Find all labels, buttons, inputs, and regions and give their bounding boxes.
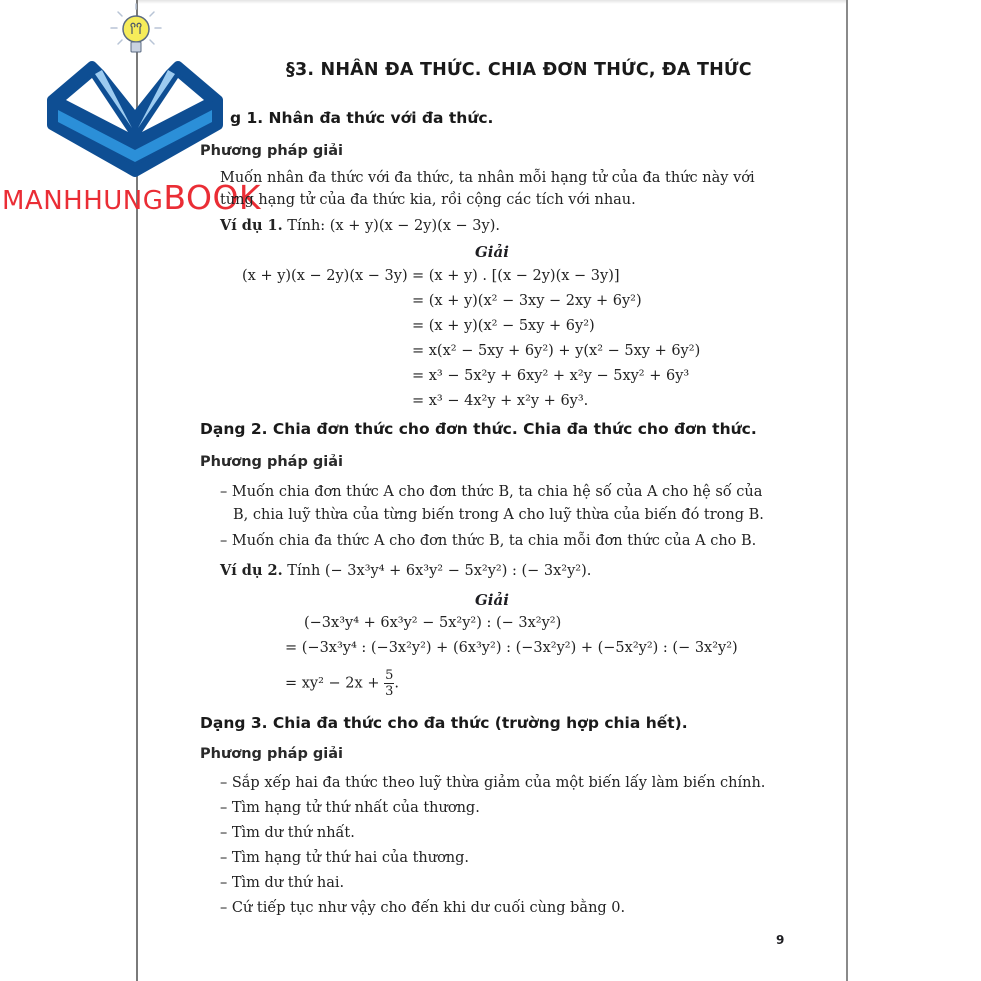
section2-heading: Dạng 2. Chia đơn thức cho đơn thức. Chia đa thức cho đơn thức.: [200, 420, 757, 438]
open-book-icon: [52, 66, 218, 172]
section1-example: [220, 217, 500, 234]
section3-bullet: – Tìm hạng tử thứ nhất của thương.: [220, 800, 480, 816]
section1-method-line-2: từng hạng tử của đa thức kia, rồi cộng các tích với nhau.: [220, 192, 636, 208]
solution-line-final: [285, 668, 399, 699]
brand-name-part2: BOOK: [163, 178, 262, 217]
solution-step: = x³ − 5x²y + 6xy² + x²y − 5xy² + 6y³: [412, 368, 690, 384]
example-text: Tính (− 3x³y⁴ + 6x³y² − 5x²y²) : (− 3x²y²).: [287, 563, 592, 579]
solution-step: = (x + y)(x² − 3xy − 2xy + 6y²): [412, 293, 642, 309]
solution-step: = x³ − 4x²y + x²y + 6y³.: [412, 393, 589, 409]
section3-heading: Dạng 3. Chia đa thức cho đa thức (trường hợp chia hết).: [200, 714, 688, 732]
section1-method-label: Phương pháp giải: [200, 143, 344, 159]
section1-heading: g 1. Nhân đa thức với đa thức.: [230, 109, 494, 127]
example-text: Tính: (x + y)(x − 2y)(x − 3y).: [287, 218, 500, 234]
section2-bullet-2: – Muốn chia đa thức A cho đơn thức B, ta chia mỗi đơn thức của A cho B.: [220, 533, 757, 549]
solution-lhs: (x + y)(x − 2y)(x − 3y): [242, 268, 408, 284]
solution-step: = (x + y) . [(x − 2y)(x − 3y)]: [412, 268, 620, 284]
page-title: §3. NHÂN ĐA THỨC. CHIA ĐƠN THỨC, ĐA THỨC: [286, 60, 752, 80]
section3-bullet: – Sắp xếp hai đa thức theo luỹ thừa giảm của một biến lấy làm biến chính.: [220, 775, 766, 791]
section2-example: [220, 562, 591, 579]
section1-solution-label: Giải: [475, 243, 509, 261]
section1-method-line-1: Muốn nhân đa thức với đa thức, ta nhân mỗi hạng tử của đa thức này với: [220, 170, 755, 186]
fraction: [384, 668, 394, 699]
section2-bullet-1: – Muốn chia đơn thức A cho đơn thức B, ta chia hệ số của A cho hệ số của: [220, 484, 763, 500]
solution-line: = (−3x³y⁴ : (−3x²y²) + (6x³y²) : (−3x²y²) + (−5x²y²) : (− 3x²y²): [285, 640, 738, 656]
example-label: Ví dụ 1.: [220, 217, 283, 234]
lightbulb-icon: [111, 4, 161, 52]
section3-bullet: – Tìm dư thứ hai.: [220, 875, 345, 891]
solution-step: = (x + y)(x² − 5xy + 6y²): [412, 318, 595, 334]
brand-name-part1: MANHHUNG: [2, 186, 164, 216]
example-label: Ví dụ 2.: [220, 562, 283, 579]
solution-step: = x(x² − 5xy + 6y²) + y(x² − 5xy + 6y²): [412, 343, 701, 359]
section2-solution-label: Giải: [475, 591, 509, 609]
fraction-denominator: 3: [385, 684, 394, 699]
fraction-numerator: 5: [385, 668, 394, 683]
section3-bullet: – Tìm dư thứ nhất.: [220, 825, 355, 841]
solution-line: (−3x³y⁴ + 6x³y² − 5x²y²) : (− 3x²y²): [304, 615, 562, 631]
section3-bullet: – Tìm hạng tử thứ hai của thương.: [220, 850, 470, 866]
fraction-suffix: .: [394, 675, 399, 692]
section2-method-label: Phương pháp giải: [200, 454, 344, 470]
page-number: 9: [776, 933, 785, 947]
section3-method-label: Phương pháp giải: [200, 746, 344, 762]
section3-bullet: – Cứ tiếp tục như vậy cho đến khi dư cuối cùng bằng 0.: [220, 900, 626, 916]
section2-bullet-1-cont: B, chia luỹ thừa của từng biến trong A cho luỹ thừa của biến đó trong B.: [233, 507, 764, 523]
page-right-border: [846, 0, 848, 981]
solution-expression: = xy² − 2x +: [285, 675, 385, 692]
